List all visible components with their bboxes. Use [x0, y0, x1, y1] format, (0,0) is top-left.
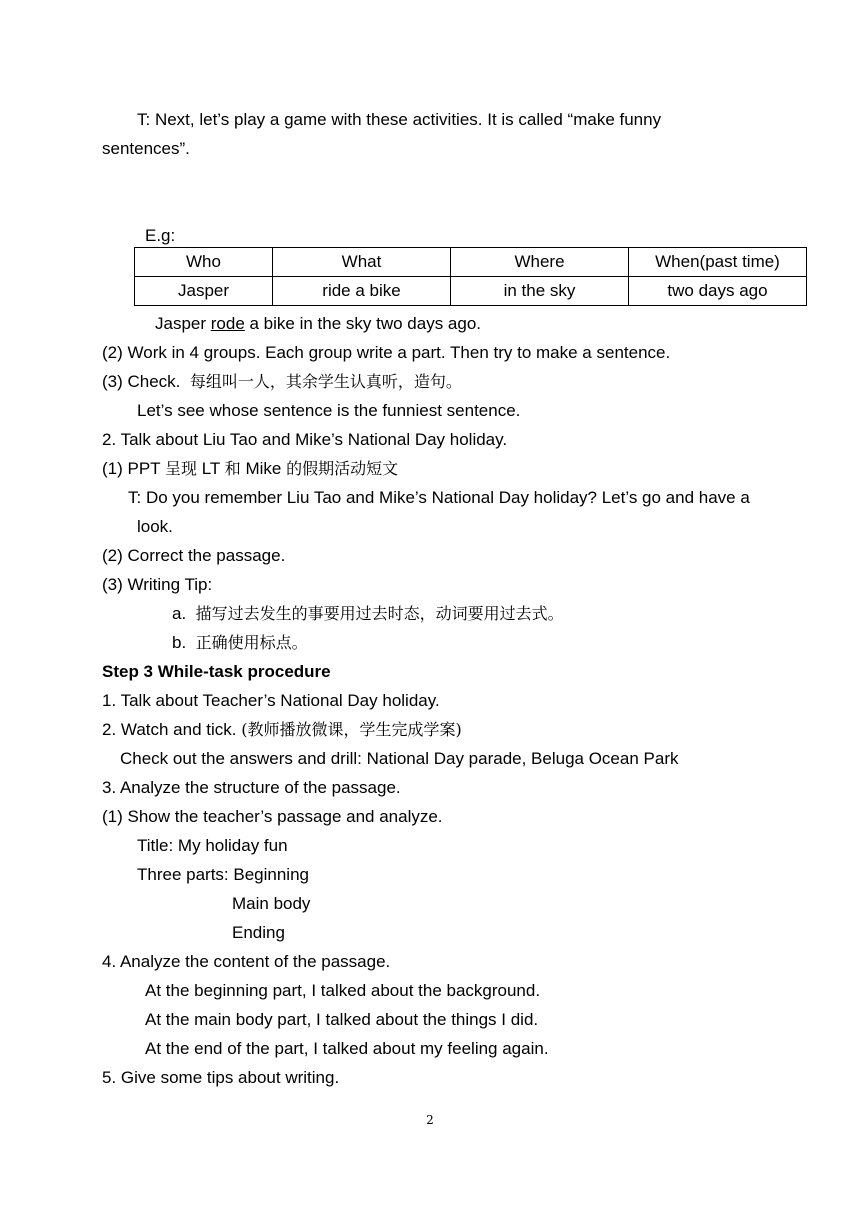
example-sentence	[155, 314, 481, 334]
talk-heading: 2. Talk about Liu Tao and Mike’s National Day holiday.	[102, 430, 508, 449]
check-chinese: 每组叫一人，其余学生认真听，造句。	[189, 372, 462, 391]
tip-b-prefix: b.	[172, 633, 187, 652]
check-prefix: (3) Check.	[102, 372, 181, 391]
item-2	[102, 720, 462, 740]
ppt-mike: Mike	[240, 459, 287, 478]
content-beginning: At the beginning part, I talked about the background.	[145, 981, 541, 1000]
underlined-verb: rode	[210, 314, 245, 333]
table-header-row	[135, 248, 807, 277]
tip-b	[172, 633, 308, 653]
tip-a	[172, 604, 564, 624]
item-5: 5. Give some tips about writing.	[102, 1068, 340, 1087]
example-label: E.g:	[145, 226, 176, 245]
ppt-chinese-2: 和	[224, 459, 241, 478]
teacher-question-line-1: T: Do you remember Liu Tao and Mike’s National Day holiday? Let’s go and have a	[128, 488, 750, 507]
sentence-start: Jasper	[155, 314, 211, 333]
intro-line-1: T: Next, let’s play a game with these activities. It is called “make funny	[137, 110, 662, 129]
content-main-body: At the main body part, I talked about the things I did.	[145, 1010, 539, 1029]
table-cell: Jasper	[135, 277, 273, 306]
item-4: 4. Analyze the content of the passage.	[102, 952, 391, 971]
writing-tip: (3) Writing Tip:	[102, 575, 213, 594]
item-2-chinese: (教师播放微课，学生完成学案)	[241, 720, 462, 739]
check-note: Let’s see whose sentence is the funniest sentence.	[137, 401, 521, 420]
item-3-1: (1) Show the teacher’s passage and analyze.	[102, 807, 443, 826]
example-table	[134, 247, 807, 306]
table-header-cell: Who	[135, 248, 273, 277]
correct-passage: (2) Correct the passage.	[102, 546, 286, 565]
teacher-question-line-2: look.	[137, 517, 173, 536]
item-3: 3. Analyze the structure of the passage.	[102, 778, 401, 797]
part-main-body: Main body	[232, 894, 311, 913]
step-3-heading: Step 3 While-task procedure	[102, 662, 331, 681]
step-2-instruction: (2) Work in 4 groups. Each group write a part. Then try to make a sentence.	[102, 343, 671, 362]
ppt-line	[102, 459, 398, 479]
table-header-cell: Where	[451, 248, 629, 277]
tip-a-prefix: a.	[172, 604, 187, 623]
tip-a-text: 描写过去发生的事要用过去时态，动词要用过去式。	[195, 604, 564, 623]
item-2-prefix: 2. Watch and tick.	[102, 720, 242, 739]
item-1: 1. Talk about Teacher’s National Day holiday.	[102, 691, 440, 710]
table-header-cell: What	[273, 248, 451, 277]
content-end: At the end of the part, I talked about my feeling again.	[145, 1039, 549, 1058]
check-answers: Check out the answers and drill: National Day parade, Beluga Ocean Park	[120, 749, 679, 768]
intro-line-2: sentences”.	[102, 139, 190, 158]
three-parts: Three parts: Beginning	[137, 865, 309, 884]
passage-title: Title: My holiday fun	[137, 836, 288, 855]
sentence-end: a bike in the sky two days ago.	[244, 314, 482, 333]
table-cell: two days ago	[629, 277, 807, 306]
tip-b-text: 正确使用标点。	[195, 633, 308, 652]
ppt-lt: LT	[197, 459, 225, 478]
table-row	[135, 277, 807, 306]
part-ending: Ending	[232, 923, 285, 942]
table-header-cell: When(past time)	[629, 248, 807, 277]
table-cell: ride a bike	[273, 277, 451, 306]
page-number: 2	[426, 1113, 434, 1127]
table-cell: in the sky	[451, 277, 629, 306]
ppt-chinese-3: 的假期活动短文	[286, 459, 399, 478]
ppt-prefix: (1) PPT	[102, 459, 165, 478]
step-3-check	[102, 372, 462, 392]
ppt-chinese-1: 呈现	[164, 459, 197, 478]
